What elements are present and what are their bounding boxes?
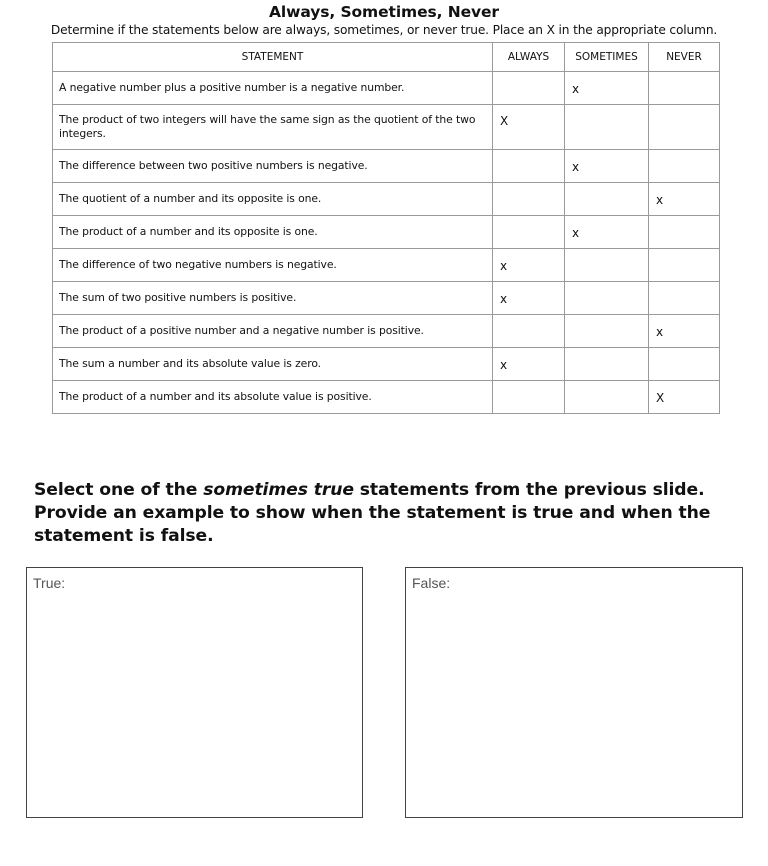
sometimes-cell[interactable]	[565, 150, 649, 183]
table-row	[53, 282, 720, 315]
always-cell[interactable]	[493, 72, 565, 105]
false-example-label: False:	[412, 575, 451, 591]
example-prompt	[34, 479, 734, 548]
column-header-never: NEVER	[649, 43, 720, 72]
statement-cell: The sum of two positive numbers is positive.	[53, 282, 493, 315]
table-row	[53, 72, 720, 105]
sometimes-cell[interactable]	[565, 216, 649, 249]
always-mark: x	[500, 292, 508, 306]
statement-cell: The quotient of a number and its opposite is one.	[53, 183, 493, 216]
sometimes-cell[interactable]	[565, 72, 649, 105]
table-row	[53, 105, 720, 150]
prompt-text-after: statements from the previous slide. Provide an example to show when the statement is true and when the statement is false.	[34, 480, 711, 546]
statement-cell: The difference of two negative numbers is negative.	[53, 249, 493, 282]
never-cell[interactable]	[649, 249, 720, 282]
table-row	[53, 216, 720, 249]
prompt-text-before: Select one of the	[34, 480, 204, 500]
statement-cell: The product of a positive number and a negative number is positive.	[53, 315, 493, 348]
true-example-box[interactable]	[26, 567, 363, 818]
worksheet-title: Always, Sometimes, Never	[269, 3, 499, 21]
always-cell[interactable]	[493, 249, 565, 282]
never-cell[interactable]	[649, 315, 720, 348]
never-cell[interactable]	[649, 282, 720, 315]
never-cell[interactable]	[649, 381, 720, 414]
column-header-always: ALWAYS	[493, 43, 565, 72]
never-cell[interactable]	[649, 72, 720, 105]
table-row	[53, 183, 720, 216]
sometimes-cell[interactable]	[565, 183, 649, 216]
always-cell[interactable]	[493, 315, 565, 348]
sometimes-mark: x	[572, 82, 580, 96]
never-mark: x	[656, 193, 664, 207]
always-cell[interactable]	[493, 150, 565, 183]
sometimes-cell[interactable]	[565, 282, 649, 315]
always-mark: X	[500, 114, 509, 128]
always-cell[interactable]	[493, 216, 565, 249]
never-cell[interactable]	[649, 150, 720, 183]
sometimes-mark: x	[572, 160, 580, 174]
always-cell[interactable]	[493, 105, 565, 150]
table-row	[53, 381, 720, 414]
false-example-box[interactable]	[405, 567, 743, 818]
always-cell[interactable]	[493, 381, 565, 414]
sometimes-cell[interactable]	[565, 315, 649, 348]
sometimes-cell[interactable]	[565, 105, 649, 150]
never-cell[interactable]	[649, 183, 720, 216]
always-sometimes-never-table	[52, 42, 720, 414]
sometimes-cell[interactable]	[565, 381, 649, 414]
column-header-sometimes: SOMETIMES	[565, 43, 649, 72]
always-mark: x	[500, 259, 508, 273]
statement-cell: The product of a number and its absolute value is positive.	[53, 381, 493, 414]
sometimes-cell[interactable]	[565, 249, 649, 282]
table-row	[53, 348, 720, 381]
sometimes-mark: x	[572, 226, 580, 240]
statement-cell: The sum a number and its absolute value is zero.	[53, 348, 493, 381]
table-header-row	[53, 43, 720, 72]
table-row	[53, 150, 720, 183]
always-cell[interactable]	[493, 183, 565, 216]
always-cell[interactable]	[493, 348, 565, 381]
sometimes-cell[interactable]	[565, 348, 649, 381]
never-cell[interactable]	[649, 348, 720, 381]
statement-cell: The product of a number and its opposite is one.	[53, 216, 493, 249]
table-row	[53, 249, 720, 282]
statement-cell: The product of two integers will have the same sign as the quotient of the two integers.	[53, 105, 493, 150]
statement-cell: The difference between two positive numbers is negative.	[53, 150, 493, 183]
never-mark: X	[656, 391, 665, 405]
true-example-label: True:	[33, 575, 66, 591]
prompt-emphasis: sometimes true	[203, 480, 354, 500]
always-mark: x	[500, 358, 508, 372]
column-header-statement: STATEMENT	[53, 43, 493, 72]
table-row	[53, 315, 720, 348]
always-cell[interactable]	[493, 282, 565, 315]
never-cell[interactable]	[649, 216, 720, 249]
never-cell[interactable]	[649, 105, 720, 150]
worksheet-instructions: Determine if the statements below are always, sometimes, or never true. Place an X in the appropriate column.	[50, 23, 718, 37]
never-mark: x	[656, 325, 664, 339]
statement-cell: A negative number plus a positive number is a negative number.	[53, 72, 493, 105]
